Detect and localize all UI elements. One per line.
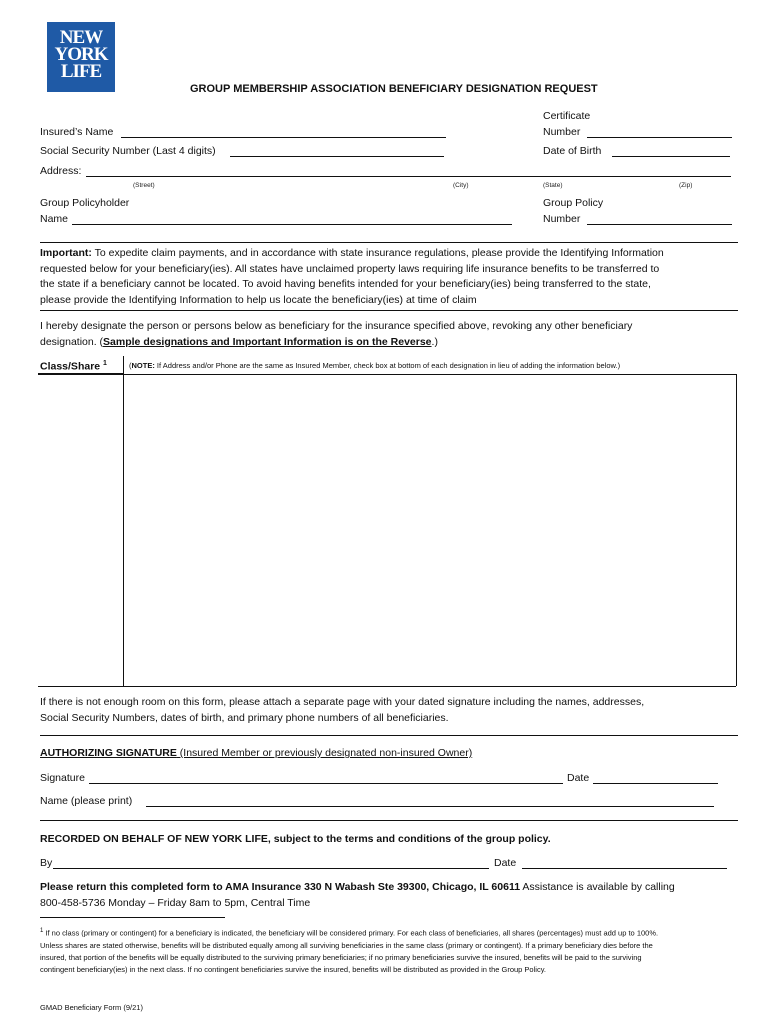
street-caption: (Street): [133, 182, 155, 189]
footnote-mark: 1: [103, 360, 107, 367]
footnote-line-1: If no class (primary or contingent) for a beneficiary is indicated, the beneficiary will be considered primary. For each class of beneficiaries, all shares (percentages) must add up to 100%.: [43, 928, 659, 938]
certificate-number-field[interactable]: [587, 137, 732, 138]
divider: [40, 310, 738, 311]
footnote-line-2: Unless shares are stated otherwise, benefits will be distributed equally among all surviving beneficiaries in the same class (primary or contingent). If a primary beneficiary dies before the: [40, 940, 653, 950]
note-text: If Address and/or Phone are the same as Insured Member, check box at bottom of each designation in lieu of adding the information below.: [154, 361, 618, 370]
designate-line-1: I hereby designate the person or persons below as beneficiary for the insurance specified above, revoking any other beneficiary: [40, 320, 633, 332]
state-caption: (State): [543, 182, 563, 189]
table-divider: [123, 356, 124, 686]
important-line-4: please provide the Identifying Information to help us locate the beneficiary(ies) at time of claim: [40, 293, 477, 306]
footnote-line-3: insured, that portion of the benefits will be equally distributed to the surviving primary beneficiaries; if no primary beneficiaries survive the insured, benefits will be paid to the surviving: [40, 952, 642, 962]
designate-line-2c: .): [431, 335, 438, 348]
return-phone: 800-458-5736 Monday – Friday 8am to 5pm, Central Time: [40, 896, 311, 909]
footnote: [40, 925, 658, 976]
form-title: GROUP MEMBERSHIP ASSOCIATION BENEFICIARY DESIGNATION REQUEST: [190, 83, 598, 95]
dob-label: Date of Birth: [543, 145, 602, 157]
name-print-label: Name (please print): [40, 795, 133, 807]
important-line-2: requested below for your beneficiary(ies). All states have unclaimed property laws requiring life insurance benefits to be transferred to: [40, 262, 660, 275]
return-assistance: Assistance is available by calling: [520, 881, 675, 893]
group-policy-number-label: Number: [543, 213, 581, 225]
reverse-reference: Sample designations and Important Information is on the Reverse: [103, 335, 432, 348]
room-line-2: Social Security Numbers, dates of birth, and primary phone numbers of all beneficiaries.: [40, 711, 449, 724]
designate-line-2a: designation. (: [40, 335, 104, 348]
divider: [40, 242, 738, 243]
table-right-border: [736, 374, 737, 686]
insured-name-field[interactable]: [121, 137, 446, 138]
authorizing-title: AUTHORIZING SIGNATURE: [40, 747, 177, 759]
return-address: Please return this completed form to AMA Insurance 330 N Wabash Ste 39300, Chicago, IL 60611: [40, 881, 521, 893]
name-print-field[interactable]: [146, 806, 714, 807]
by-label: By: [40, 857, 53, 869]
important-line-3: the state if a beneficiary cannot be located. To avoid having benefits intended for your beneficiary(ies) being transferred to the state,: [40, 278, 651, 290]
table-bottom-line: [38, 686, 736, 687]
policyholder-label: Group Policyholder: [40, 197, 130, 209]
group-policy-label: Group Policy: [543, 197, 604, 209]
room-notice: [40, 695, 738, 726]
footnote-number: 1: [40, 928, 44, 934]
signature-date-label: Date: [567, 772, 590, 784]
form-id: GMAD Beneficiary Form (9/21): [40, 1003, 143, 1012]
policyholder-name-field[interactable]: [72, 224, 512, 225]
important-notice: [40, 246, 738, 308]
dob-field[interactable]: [612, 156, 730, 157]
divider: [40, 735, 738, 736]
zip-caption: (Zip): [679, 182, 693, 189]
table-note: (NOTE: If Address and/or Phone are the same as Insured Member, check box at bottom of each designation in lieu of adding the information below.): [129, 361, 621, 370]
recorded-date-field[interactable]: [522, 868, 727, 869]
ssn-label: Social Security Number (Last 4 digits): [40, 145, 216, 157]
recorded-date-label: Date: [494, 857, 517, 869]
return-instructions: [40, 880, 738, 911]
certificate-number-label: Number: [543, 126, 581, 138]
room-line-1: If there is not enough room on this form, please attach a separate page with your dated signature including the names, addresses,: [40, 696, 645, 708]
ssn-field[interactable]: [230, 156, 444, 157]
footnote-line-4: contingent beneficiary(ies) in the next class. If no contingent beneficiaries survive the insured, benefits will be distributed as provided in the Group Policy.: [40, 965, 546, 975]
footnote-rule: [40, 917, 225, 918]
recorded-heading: RECORDED ON BEHALF OF NEW YORK LIFE, subject to the terms and conditions of the group policy.: [40, 833, 551, 845]
class-share-header: [40, 360, 107, 373]
insured-name-label: Insured’s Name: [40, 126, 114, 138]
address-label: Address:: [40, 165, 82, 177]
important-line-1: To expedite claim payments, and in accordance with state insurance regulations, please provide the Identifying Information: [91, 247, 664, 259]
new-york-life-logo: [47, 22, 115, 92]
signature-label: Signature: [40, 772, 85, 784]
signature-field[interactable]: [89, 783, 563, 784]
logo-line-3: LIFE: [60, 61, 102, 82]
important-lead: Important:: [40, 247, 92, 259]
divider: [40, 820, 738, 821]
designation-statement: [40, 319, 738, 350]
class-share-header-line: [38, 373, 123, 375]
note-label: NOTE:: [131, 361, 155, 370]
logo-line-2: YORK: [54, 44, 108, 65]
address-field[interactable]: [86, 176, 731, 177]
certificate-label: Certificate: [543, 110, 591, 122]
by-field[interactable]: [53, 868, 489, 869]
table-top-line: [123, 374, 736, 375]
logo-line-1: NEW: [59, 27, 103, 48]
class-share-label: Class/Share: [40, 360, 101, 373]
authorizing-heading: [40, 747, 472, 759]
city-caption: (City): [453, 182, 469, 189]
group-policy-number-field[interactable]: [587, 224, 732, 225]
authorizing-note: (Insured Member or previously designated non-insured Owner): [176, 747, 473, 759]
policyholder-name-label: Name: [40, 213, 69, 225]
signature-date-field[interactable]: [593, 783, 718, 784]
